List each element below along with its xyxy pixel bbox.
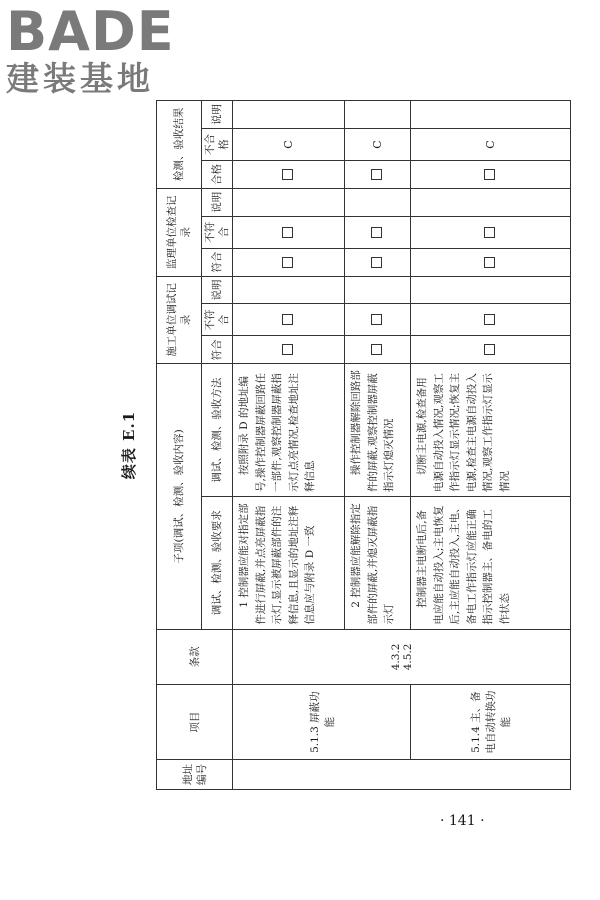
conform-checkbox-cell[interactable] <box>233 248 345 276</box>
checkbox[interactable] <box>484 227 495 238</box>
checkbox[interactable] <box>484 169 495 180</box>
conform-checkbox-cell[interactable] <box>411 336 571 364</box>
checkbox[interactable] <box>371 257 382 268</box>
table-row <box>411 101 571 790</box>
pass-checkbox-cell[interactable] <box>233 161 345 189</box>
checkbox[interactable] <box>282 344 293 355</box>
note-cell <box>411 101 571 129</box>
header-requirement: 调试、检测、验收要求 <box>202 496 233 629</box>
nonconform-checkbox-cell[interactable] <box>411 304 571 336</box>
checkbox[interactable] <box>484 257 495 268</box>
nonconform-checkbox-cell[interactable] <box>345 304 411 336</box>
checkbox[interactable] <box>371 169 382 180</box>
logo-chinese-name: 建装基地 <box>6 59 154 98</box>
conform-checkbox-cell[interactable] <box>411 248 571 276</box>
note-cell <box>233 276 345 304</box>
checkbox[interactable] <box>282 169 293 180</box>
fail-mark-cell <box>411 128 571 160</box>
header-nonconform: 不符合 <box>202 304 233 336</box>
header-conform: 符合 <box>202 248 233 276</box>
checkbox[interactable] <box>484 344 495 355</box>
conform-checkbox-cell[interactable] <box>233 336 345 364</box>
header-subitem: 子项(调试、检测、验收内容) <box>157 364 202 629</box>
requirement-cell: 1 控制器应能对指定部件进行屏蔽,并点亮屏蔽指示灯,显示被屏蔽部件的注释信息,且显示的地址注释信息应与附录 D 一致 <box>233 496 345 629</box>
header-fail: 不合格 <box>202 128 233 160</box>
header-nonconform: 不符合 <box>202 216 233 248</box>
note-cell <box>345 188 411 216</box>
header-note: 说明 <box>202 101 233 129</box>
nonconform-checkbox-cell[interactable] <box>345 216 411 248</box>
fail-mark: C <box>484 140 497 149</box>
checkbox[interactable] <box>484 314 495 325</box>
fail-mark-cell <box>345 128 411 160</box>
checkbox[interactable] <box>371 227 382 238</box>
page-number: · 141 · <box>440 813 485 829</box>
pass-checkbox-cell[interactable] <box>411 161 571 189</box>
note-cell <box>233 101 345 129</box>
header-result: 检测、验收结果 <box>157 101 202 189</box>
header-method: 调试、检测、验收方法 <box>202 364 233 497</box>
nonconform-checkbox-cell[interactable] <box>233 304 345 336</box>
header-address: 地址编号 <box>157 760 233 790</box>
header-item: 项目 <box>157 685 233 760</box>
rotated-table-page <box>114 100 569 790</box>
fail-mark-cell <box>233 128 345 160</box>
header-supervision: 监理单位检查记录 <box>157 188 202 276</box>
checkbox[interactable] <box>282 314 293 325</box>
inspection-table <box>156 100 571 790</box>
nonconform-checkbox-cell[interactable] <box>233 216 345 248</box>
note-cell <box>345 276 411 304</box>
table-caption: 续表 E.1 <box>120 410 138 480</box>
requirement-cell: 2 控制器应能解除指定部件的屏蔽,并熄灭屏蔽指示灯 <box>345 496 411 629</box>
clause-cell: 4.3.2 4.5.2 <box>233 629 571 685</box>
header-pass: 合格 <box>202 161 233 189</box>
checkbox[interactable] <box>371 314 382 325</box>
table-row <box>233 101 345 790</box>
header-conform: 符合 <box>202 336 233 364</box>
header-note: 说明 <box>202 188 233 216</box>
item-cell: 5.1.3 屏蔽功能 <box>233 685 411 760</box>
conform-checkbox-cell[interactable] <box>345 336 411 364</box>
item-cell: 5.1.4 主、备电自动转换功能 <box>411 685 571 760</box>
note-cell <box>411 276 571 304</box>
note-cell <box>345 101 411 129</box>
fail-mark: C <box>371 140 384 149</box>
method-cell: 按照附录 D 的地址编号,操作控制器屏蔽回路任一部件,观察控制器屏蔽指示灯点亮情况,检查地址注释信息 <box>233 364 345 497</box>
brand-logo <box>6 0 176 98</box>
note-cell <box>411 188 571 216</box>
logo-wordmark: BADE <box>6 0 175 63</box>
fail-mark: C <box>282 140 295 149</box>
checkbox[interactable] <box>282 227 293 238</box>
checkbox[interactable] <box>371 344 382 355</box>
header-construction: 施工单位调试记录 <box>157 276 202 364</box>
nonconform-checkbox-cell[interactable] <box>411 216 571 248</box>
header-note: 说明 <box>202 276 233 304</box>
requirement-cell: 控制器主电断电后,备电应能自动投入;主电恢复后,主应能自动投入,主电、备电工作指示灯应能正确指示控制器主、备电的工作状态 <box>411 496 571 629</box>
checkbox[interactable] <box>282 257 293 268</box>
method-cell: 操作控制器解除回路部件的屏蔽,观察控制器屏蔽指示灯熄灭情况 <box>345 364 411 497</box>
header-clause: 条款 <box>157 629 233 685</box>
address-cell <box>233 760 571 790</box>
note-cell <box>233 188 345 216</box>
pass-checkbox-cell[interactable] <box>345 161 411 189</box>
conform-checkbox-cell[interactable] <box>345 248 411 276</box>
method-cell: 切断主电源,检查备用电源自动投入情况,观察工作指示灯显示情况;恢复主电源,检查主电源自动投入情况,观察工作指示灯显示情况 <box>411 364 571 497</box>
